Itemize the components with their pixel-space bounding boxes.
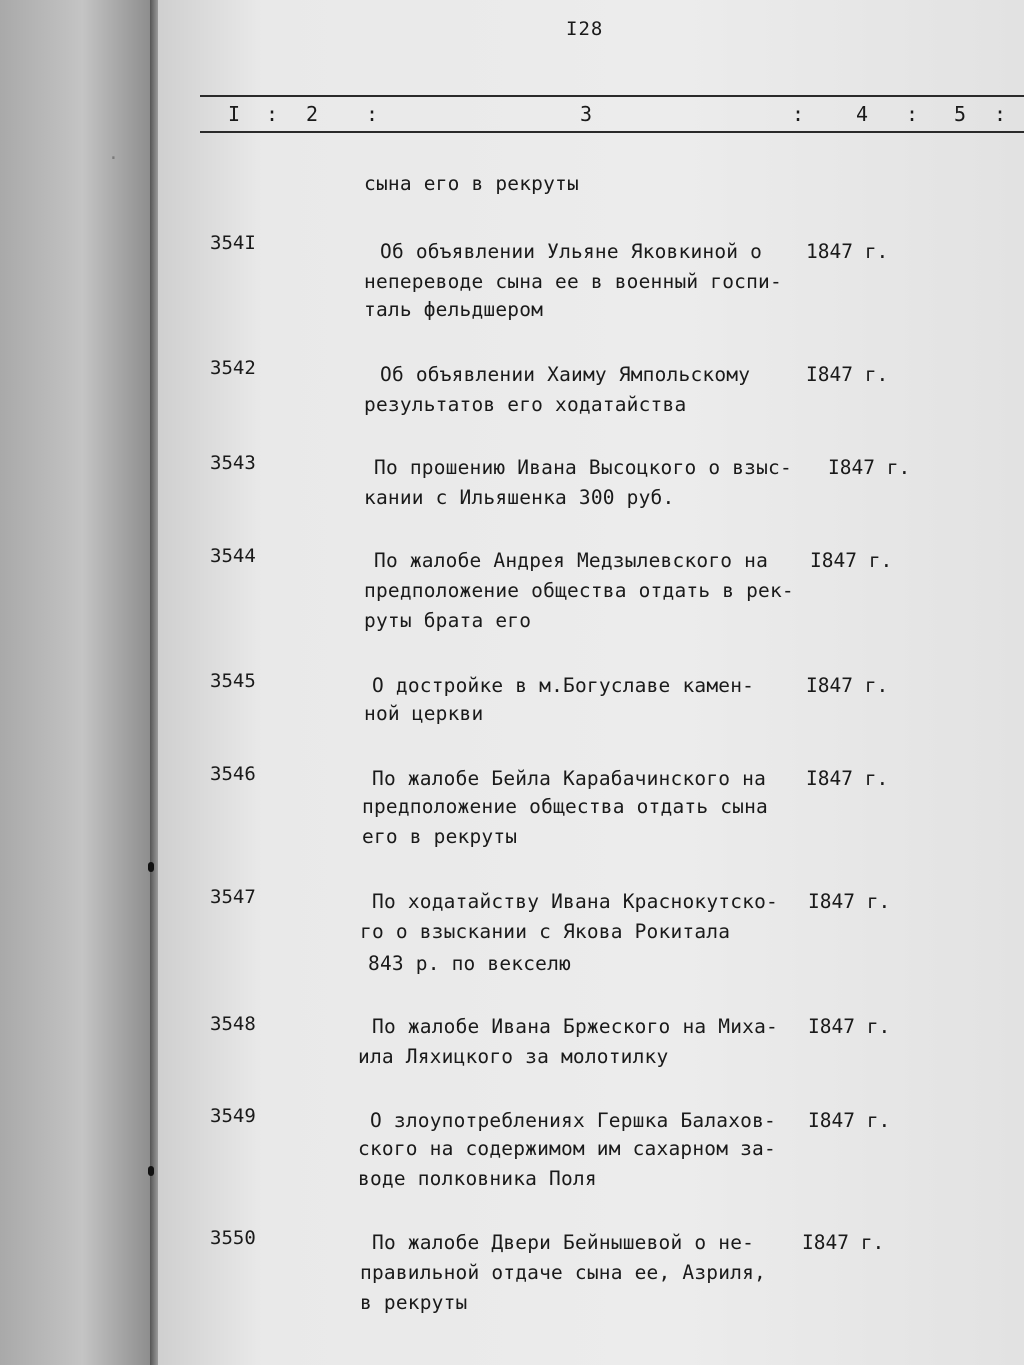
entry-number: 3544: [210, 545, 256, 567]
entry-year: I847 г.: [806, 674, 889, 697]
column-header-3: 3: [580, 102, 593, 126]
entry-year: I847 г.: [808, 1015, 891, 1038]
entry-number: 3543: [210, 452, 256, 474]
entry-description-line: По жалобе Андрея Медзылевского на: [374, 549, 769, 572]
book-gutter: [150, 0, 158, 1365]
entry-description-line: По жалобе Бейла Карабачинского на: [372, 767, 767, 790]
page-number: I28: [566, 18, 604, 40]
binding-mark: [148, 1166, 154, 1176]
entry-year: I847 г.: [806, 363, 889, 386]
entry-year: I847 г.: [806, 767, 889, 790]
entry-description-line: Об объявлении Хаиму Ямпольскому: [380, 363, 751, 386]
column-header-4: 4: [856, 102, 869, 126]
column-header-5: 5: [954, 102, 967, 126]
entry-description-line: О злоупотреблениях Гершка Балахов-: [370, 1109, 776, 1132]
entry-description-line: 843 р. по векселю: [368, 952, 571, 975]
entry-number: 3542: [210, 357, 256, 379]
header-rule-bottom: [200, 131, 1024, 133]
entry-description-line: О достройке в м.Богуславе камен-: [372, 674, 755, 697]
entry-description-line: сына его в рекруты: [364, 172, 579, 195]
column-separator: :: [906, 102, 919, 126]
column-separator: :: [792, 102, 805, 126]
entry-year: I847 г.: [802, 1231, 885, 1254]
entry-description-line: ила Ляхицкого за молотилку: [358, 1045, 669, 1068]
entry-year: I847 г.: [808, 1109, 891, 1132]
entry-number: 3549: [210, 1105, 256, 1127]
entry-year: I847 г.: [828, 456, 911, 479]
entry-description-line: Об объявлении Ульяне Яковкиной о: [380, 240, 763, 263]
entry-description-line: предположение общества отдать сына: [362, 795, 768, 818]
entry-number: 3546: [210, 763, 256, 785]
entry-description-line: ского на содержимом им сахарном за-: [358, 1137, 776, 1160]
entry-description-line: ной церкви: [364, 702, 484, 725]
entry-year: I847 г.: [810, 549, 893, 572]
entry-number: 3547: [210, 886, 256, 908]
column-separator: :: [994, 102, 1007, 126]
facing-page-ghost-mark: ·: [108, 148, 119, 169]
entry-description-line: предположение общества отдать в рек-: [364, 579, 794, 602]
entry-description-line: кании с Ильяшенка 300 руб.: [364, 486, 675, 509]
facing-page: [0, 0, 150, 1365]
binding-mark: [148, 862, 154, 872]
column-header-1: I: [228, 102, 241, 126]
entry-number: 3548: [210, 1013, 256, 1035]
document-page: [158, 0, 1024, 1365]
header-rule-top: [200, 95, 1024, 97]
entry-description-line: таль фельдшером: [364, 298, 544, 321]
entry-description-line: в рекруты: [360, 1291, 468, 1314]
entry-number: 3545: [210, 670, 256, 692]
entry-description-line: По жалобе Двери Бейнышевой о не-: [372, 1231, 755, 1254]
entry-description-line: го о взыскании с Якова Рокитала: [360, 920, 731, 943]
entry-year: 1847 г.: [806, 240, 889, 263]
entry-description-line: воде полковника Поля: [358, 1167, 597, 1190]
entry-description-line: правильной отдаче сына ее, Азриля,: [360, 1261, 766, 1284]
column-header-2: 2: [306, 102, 319, 126]
entry-description-line: руты брата его: [364, 609, 532, 632]
entry-number: 354I: [210, 232, 256, 254]
entry-number: 3550: [210, 1227, 256, 1249]
entry-description-line: результатов его ходатайства: [364, 393, 687, 416]
entry-description-line: По жалобе Ивана Бржеского на Миха-: [372, 1015, 778, 1038]
entry-year: I847 г.: [808, 890, 891, 913]
entry-description-line: его в рекруты: [362, 825, 518, 848]
entry-description-line: По прошению Ивана Высоцкого о взыс-: [374, 456, 792, 479]
column-separator: :: [266, 102, 279, 126]
column-separator: :: [366, 102, 379, 126]
entry-description-line: непереводе сына ее в военный госпи-: [364, 270, 782, 293]
entry-description-line: По ходатайству Ивана Краснокутско-: [372, 890, 778, 913]
